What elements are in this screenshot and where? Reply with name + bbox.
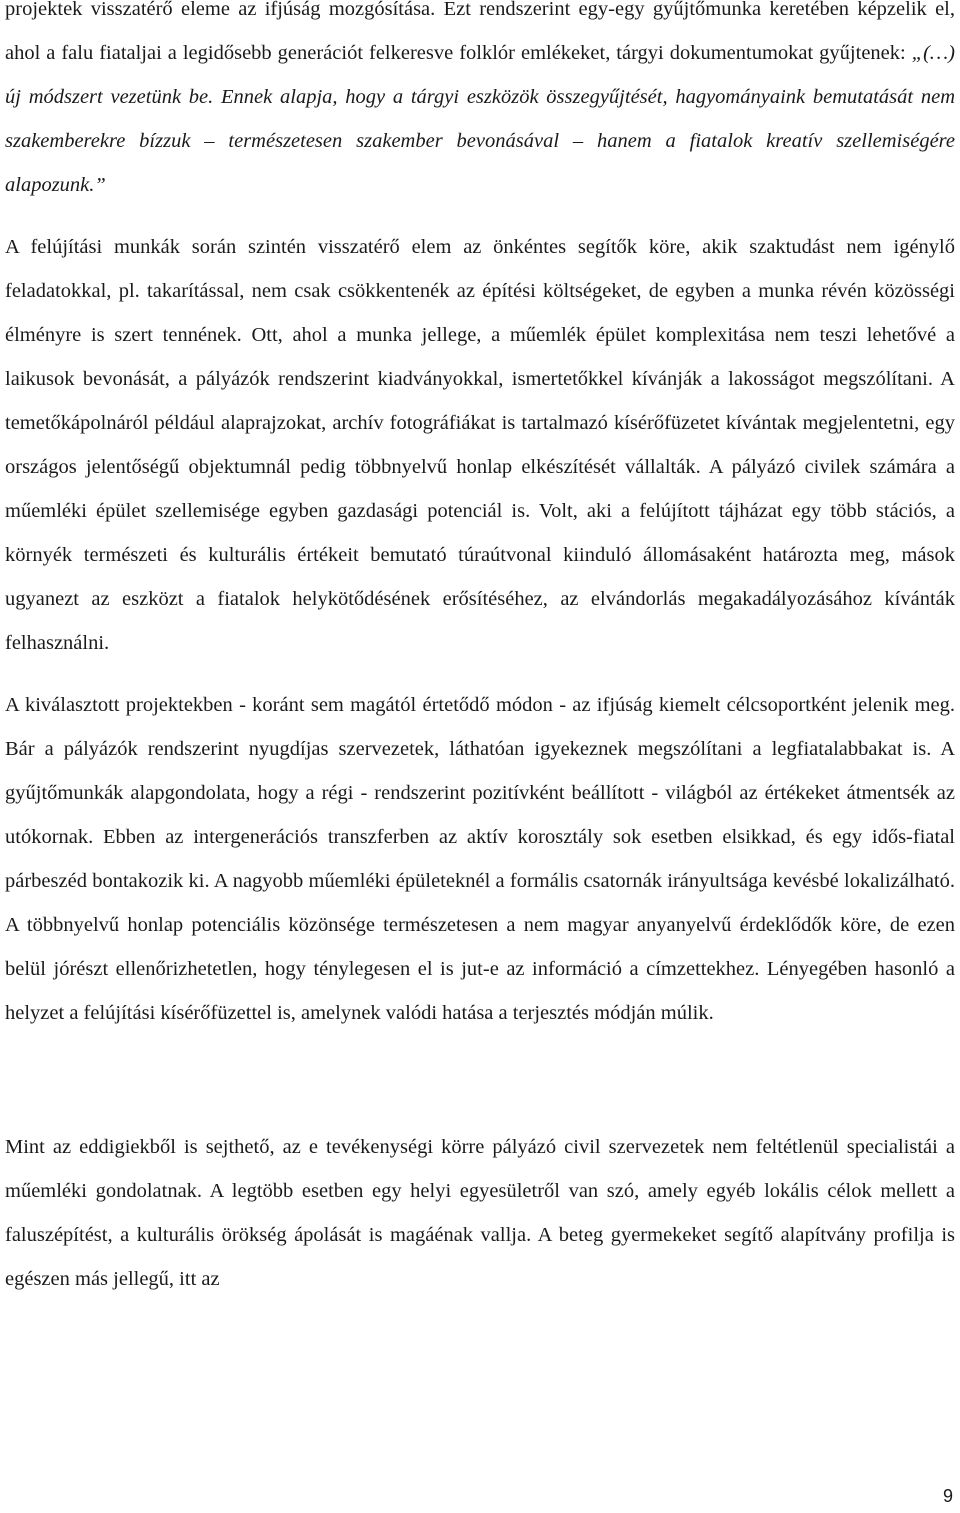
document-page [5,0,955,1301]
paragraph-spacer [5,665,955,683]
paragraph-2: A felújítási munkák során szintén visszatérő elem az önkéntes segítők köre, akik szaktudást nem igénylő feladatokkal, pl. takarítással, nem csak csökkentenék az építési költségeket, de egyben a munka révén közösségi élményre is szert tennének. Ott, ahol a munka jellege, a műemlék épület komplexitása nem teszi lehetővé a laikusok bevonását, a pályázók rendszerint kiadványokkal, ismertetőkkel kívánják a lakosságot megszólítani. A temetőkápolnáról például alaprajzokat, archív fotográfiákat is tartalmazó kísérőfüzetet kívántak megjelentetni, egy országos jelentőségű objektumnál pedig többnyelvű honlap elkészítését vállalták. A pályázó civilek számára a műemléki épület szellemisége egyben gazdasági potenciál is. Volt, aki a felújított tájházat egy több stációs, a környék természeti és kulturális értékeit bemutató túraútvonal kiinduló állomásaként határozta meg, mások ugyanezt az eszközt a fiatalok helykötődésének erősítéséhez, az elvándorlás megakadályozásához kívánták felhasználni. [5,236,955,654]
paragraph-1-quote: „(…) új módszert vezetünk be. Ennek alapja, hogy a tárgyi eszközök összegyűjtését, hagyományaink bemutatását nem szakemberekre bízzuk – természetesen szakember bevonásával – hanem a fiatalok kreatív szellemiségére alapozunk.” [5,42,955,196]
paragraph-spacer [5,207,955,225]
paragraph-3: A kiválasztott projektekben - koránt sem magától értetődő módon - az ifjúság kiemelt célcsoportként jelenik meg. Bár a pályázók rendszerint nyugdíjas szervezetek, láthatóan igyekeznek megszólítani a legfiatalabbakat is. A gyűjtőmunkák alapgondolata, hogy a régi - rendszerint pozitívként beállított - világból az értékeket átmentsék az utókornak. Ebben az intergenerációs transzferben az aktív korosztály sok esetben elsikkad, és egy idős-fiatal párbeszéd bontakozik ki. A nagyobb műemléki épületeknél a formális csatornák irányultsága kevésbé lokalizálható. A többnyelvű honlap potenciális közönsége természetesen a nem magyar anyanyelvű érdeklődők köre, de ezen belül jórészt ellenőrizhetetlen, hogy ténylegesen el is jut-e az információ a címzettekhez. Lényegében hasonló a helyzet a felújítási kísérőfüzettel is, amelynek valódi hatása a terjesztés módján múlik. [5,694,955,1024]
paragraph-spacer [5,1035,955,1125]
paragraph-1-text: projektek visszatérő eleme az ifjúság mozgósítása. Ezt rendszerint egy-egy gyűjtőmunka keretében képzelik el, ahol a falu fiataljai a legidősebb generációt felkeresve folklór emlékeket, tárgyi dokumentumokat gyűjtenek: [5,0,955,64]
page-number: 9 [942,1486,953,1506]
paragraph-4: Mint az eddigiekből is sejthető, az e tevékenységi körre pályázó civil szervezetek nem feltétlenül specialistái a műemléki gondolatnak. A legtöbb esetben egy helyi egyesületről van szó, amely egyéb lokális célok mellett a faluszépítést, a kulturális örökség ápolását is magáénak vallja. A beteg gyermekeket segítő alapítvány profilja is egészen más jellegű, itt az [5,1136,955,1290]
paragraph-1 [5,0,955,207]
